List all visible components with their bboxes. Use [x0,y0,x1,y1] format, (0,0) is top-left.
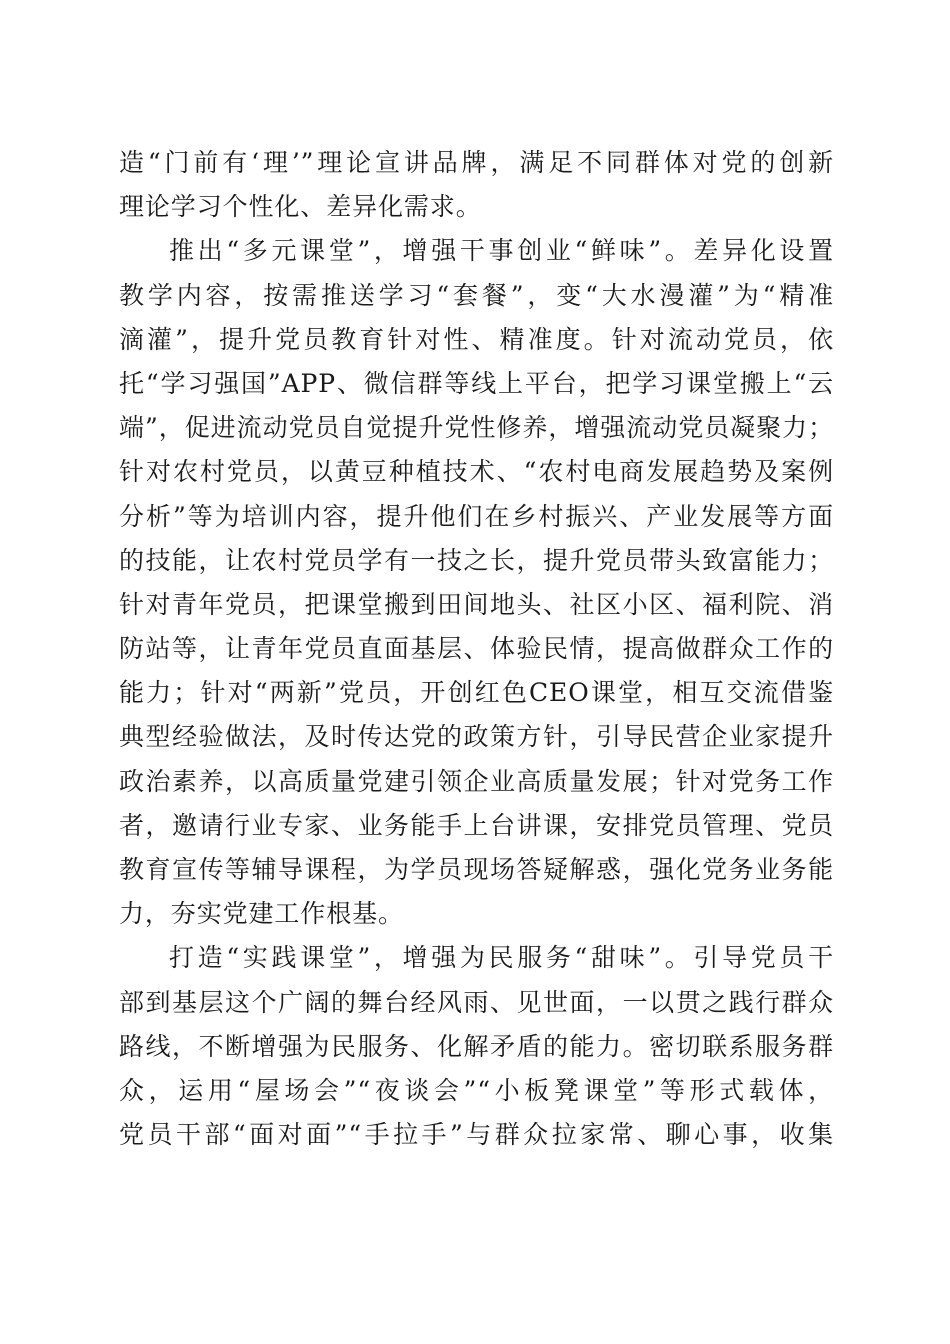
text-line: 众，运用“屋场会”“夜谈会”“小板凳课堂”等形式载体， [119,1075,834,1105]
text-line: 理论学习个性化、差异化需求。 [119,192,482,222]
text-line: 防站等，让青年党员直面基层、体验民情，提高做群众工作的 [119,634,834,664]
text-line: 的技能，让农村党员学有一技之长，提升党员带头致富能力； [119,545,834,575]
paragraph-practice-classroom [119,936,834,1157]
text-line: 托“学习强国”APP、微信群等线上平台，把学习课堂搬上“云 [119,368,834,398]
text-line: 力，夯实党建工作根基。 [119,899,404,929]
text-line: 针对青年党员，把课堂搬到田间地头、社区小区、福利院、消 [119,589,834,619]
text-line: 教育宣传等辅导课程，为学员现场答疑解惑，强化党务业务能 [119,855,834,884]
text-line: 部到基层这个广阔的舞台经风雨、见世面，一以贯之践行群众 [119,987,834,1017]
paragraph-continuation [119,141,834,229]
text-line: 党员干部“面对面”“手拉手”与群众拉家常、聊心事，收集 [119,1120,834,1150]
text-line: 分析”等为培训内容，提升他们在乡村振兴、产业发展等方面 [119,501,834,531]
text-line: 端”，促进流动党员自觉提升党性修养，增强流动党员凝聚力； [119,413,834,443]
document-body [119,141,834,1157]
text-line: 造“门前有‘理’”理论宣讲品牌，满足不同群体对党的创新 [119,148,834,177]
text-line: 典型经验做法，及时传达党的政策方针，引导民营企业家提升 [119,722,834,752]
text-line: 滴灌”，提升党员教育针对性、精准度。针对流动党员，依 [119,324,834,354]
text-line: 打造“实践课堂”，增强为民服务“甜味”。引导党员干 [169,943,834,973]
text-line: 路线，不断增强为民服务、化解矛盾的能力。密切联系服务群 [119,1031,834,1061]
paragraph-multi-classroom [119,229,834,936]
text-line: 者，邀请行业专家、业务能手上台讲课，安排党员管理、党员 [119,810,834,840]
text-line: 推出“多元课堂”，增强干事创业“鲜味”。差异化设置 [169,236,834,266]
text-line: 能力；针对“两新”党员，开创红色CEO课堂，相互交流借鉴 [119,678,834,708]
text-line: 针对农村党员，以黄豆种植技术、“农村电商发展趋势及案例 [119,457,834,487]
text-line: 政治素养，以高质量党建引领企业高质量发展；针对党务工作 [119,766,834,796]
text-line: 教学内容，按需推送学习“套餐”，变“大水漫灌”为“精准 [119,280,834,310]
